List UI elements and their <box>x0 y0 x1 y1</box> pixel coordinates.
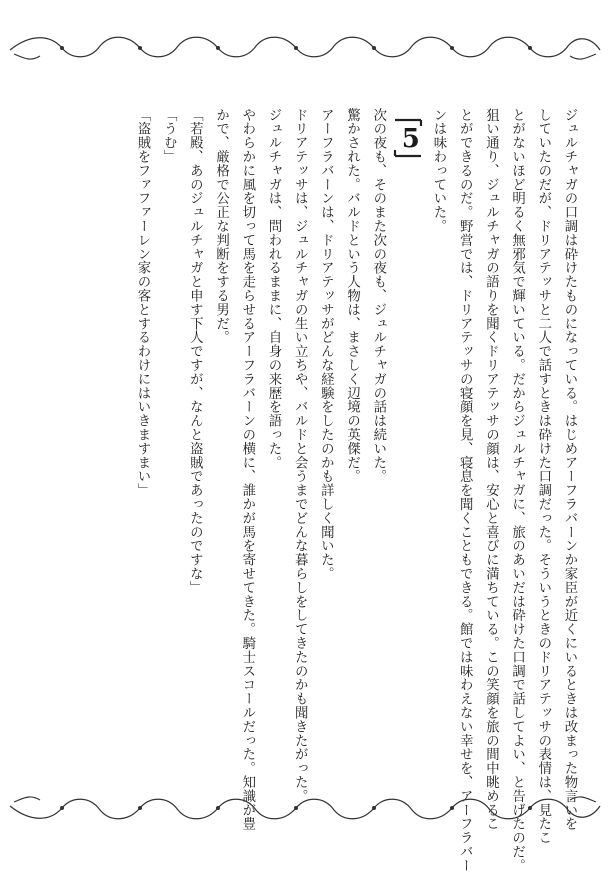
chapter-heading-box <box>391 116 425 160</box>
paragraph-14: 「若殿、あのジュルチャガと申す下人ですが、なんと盗賊であったのですな」 <box>187 108 203 595</box>
paragraph-15: 「うむ」 <box>161 108 177 164</box>
paragraph-2: していたのだが、ドリアテッサと二人で話すときは砕けた口調だった。そういうときのドリアテッサの表情は、見たこ <box>535 108 551 845</box>
chapter-number: 5 <box>401 124 420 154</box>
paragraph-9: アーフラバーンは、ドリアテッサがどんな経験をしたのかも詳しく聞いた。 <box>318 108 334 581</box>
decorative-border-top <box>0 28 608 68</box>
paragraph-11: ジュルチャガは、問われるままに、自身の来歴を語った。 <box>265 108 281 470</box>
vertical-text-body <box>52 108 582 873</box>
paragraph-10: ドリアテッサは、ジュルチャガの生い立ちや、バルドと会うまでどんな暮らしをしてきたのかも聞きたがった。 <box>292 108 308 803</box>
decorative-border-bottom <box>0 788 608 828</box>
paragraph-3: とがないほど明るく無邪気で輝いている。だからジュルチャガに、旅のあいだは砕けた口調で話してよい、と告げたのだ。 <box>509 108 525 873</box>
paragraph-5: とができるのだ。野営では、ドリアテッサの寝顔を見、寝息を聞くこともできる。館では味わえない幸せを、アーフラバー <box>457 108 473 873</box>
paragraph-12: やわらかに風を切って馬を走らせるアーフラバーンの横に、誰かが馬を寄せてきた。騎士スコールだった。知識が豊 <box>239 108 255 831</box>
paragraph-7: 次の夜も、そのまた次の夜も、ジュルチャガの話は続いた。 <box>370 108 386 484</box>
paragraph-6: ンは味わっていた。 <box>430 108 446 234</box>
paragraph-16: 「盗賊をファファーレン家の客とするわけにはいきますまい」 <box>134 108 150 498</box>
paragraph-13: かで、厳格で公正な判断をする男だ。 <box>213 108 229 345</box>
paragraph-1: ジュルチャガの口調は砕けたものになっている。はじめアーフラバーンか家臣が近くにいるときは改まった物言いを <box>562 108 577 831</box>
chapter-heading <box>391 108 425 768</box>
paragraph-8: 驚かされた。バルドという人物は、まさしく辺境の英傑だ。 <box>344 108 360 484</box>
paragraph-4: 狙い通り、ジュルチャガの語りを聞くドリアテッサの顔は、安心と喜びに満ちている。この笑顔を旅の間中眺めるこ <box>483 108 499 831</box>
